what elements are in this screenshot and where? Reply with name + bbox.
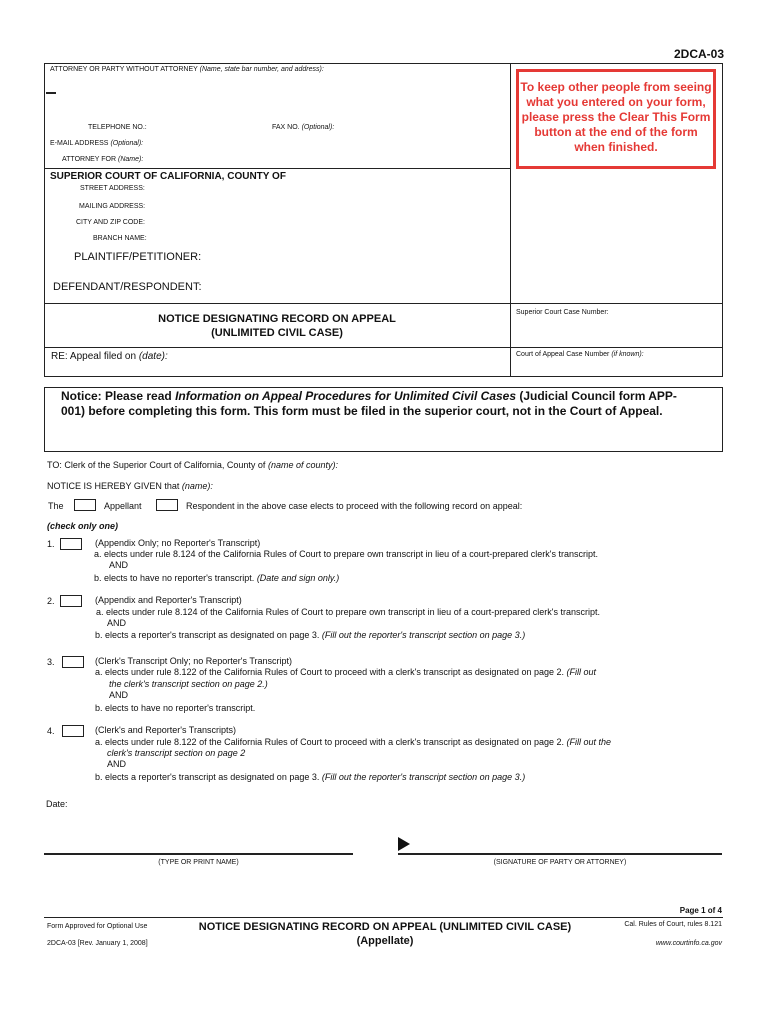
option-3-a: a. elects under rule 8.122 of the California Rules of Court to proceed with a clerk's transcript as designated on page 2. (Fill out bbox=[95, 667, 597, 677]
option-1-b: b. elects to have no reporter's transcript. (Date and sign only.) bbox=[94, 573, 340, 583]
appellant-checkbox[interactable] bbox=[74, 499, 96, 511]
check-only-one: (check only one) bbox=[47, 521, 119, 531]
option-4-checkbox[interactable] bbox=[62, 725, 84, 737]
option-4-a-cont: clerk's transcript section on page 2 bbox=[107, 748, 246, 758]
option-3-a-cont: the clerk's transcript section on page 2.) bbox=[109, 679, 268, 689]
option-1-and: AND bbox=[109, 560, 129, 570]
option-2-title: (Appendix and Reporter's Transcript) bbox=[95, 595, 242, 605]
option-4-a: a. elects under rule 8.122 of the California Rules of Court to proceed with a clerk's transcript as designated on page 2. (Fill out the bbox=[95, 737, 612, 747]
website-link[interactable]: www.courtinfo.ca.gov bbox=[655, 940, 722, 947]
footer-title-line2: (Appellate) bbox=[356, 935, 414, 947]
option-1-a: a. elects under rule 8.124 of the California Rules of Court to prepare own transcript in lieu of a court-prepared clerk's transcript. bbox=[94, 549, 598, 559]
to-clerk-line: TO: Clerk of the Superior Court of California, County of (name of county): bbox=[47, 460, 338, 470]
attorney-label: ATTORNEY OR PARTY WITHOUT ATTORNEY (Name, state bar number, and address): bbox=[50, 66, 324, 73]
superior-case-number-label: Superior Court Case Number: bbox=[516, 309, 609, 316]
signature-line[interactable] bbox=[398, 853, 722, 855]
respondent-text: Respondent in the above case elects to proceed with the following record on appeal: bbox=[186, 501, 523, 511]
mailing-address-label: MAILING ADDRESS: bbox=[79, 203, 146, 210]
street-address-label: STREET ADDRESS: bbox=[80, 185, 145, 192]
option-2-checkbox[interactable] bbox=[60, 595, 82, 607]
option-3-checkbox[interactable] bbox=[62, 656, 84, 668]
the-label: The bbox=[48, 501, 64, 511]
telephone-label: TELEPHONE NO.: bbox=[88, 124, 147, 131]
footer-title-line1: NOTICE DESIGNATING RECORD ON APPEAL (UNLIMITED CIVIL CASE) bbox=[198, 921, 572, 933]
rules-citation: Cal. Rules of Court, rules 8.121 bbox=[624, 921, 722, 928]
form-title-line1: NOTICE DESIGNATING RECORD ON APPEAL bbox=[158, 313, 396, 325]
date-label: Date: bbox=[46, 799, 68, 809]
signature-arrow-icon bbox=[398, 837, 410, 851]
notice-text: Notice: Please read Information on Appeal Procedures for Unlimited Civil Cases (Judicial Council form APP-001) before completing this form. This form must be filed in the superior court, not in the Court of Appeal. bbox=[61, 389, 677, 418]
option-1-title: (Appendix Only; no Reporter's Transcript) bbox=[95, 538, 261, 548]
type-print-name-label: (TYPE OR PRINT NAME) bbox=[158, 859, 239, 866]
option-2-b: b. elects a reporter's transcript as designated on page 3. (Fill out the reporter's transcript section on page 3.) bbox=[95, 630, 526, 640]
option-4-number: 4. bbox=[47, 726, 55, 736]
option-3-and: AND bbox=[109, 690, 129, 700]
attorney-input-marker[interactable] bbox=[46, 92, 56, 94]
form-approved: Form Approved for Optional Use bbox=[47, 923, 148, 930]
option-3-b: b. elects to have no reporter's transcript. bbox=[95, 703, 256, 713]
option-1-checkbox[interactable] bbox=[60, 538, 82, 550]
plaintiff-label: PLAINTIFF/PETITIONER: bbox=[74, 251, 202, 263]
option-2-number: 2. bbox=[47, 596, 55, 606]
appeal-case-number-label: Court of Appeal Case Number (if known): bbox=[516, 351, 644, 358]
caption-divider bbox=[510, 63, 511, 377]
name-line[interactable] bbox=[44, 853, 353, 855]
option-4-b: b. elects a reporter's transcript as designated on page 3. (Fill out the reporter's transcript section on page 3.) bbox=[95, 772, 526, 782]
option-4-title: (Clerk's and Reporter's Transcripts) bbox=[95, 725, 236, 735]
form-title-line2: (UNLIMITED CIVIL CASE) bbox=[211, 327, 343, 339]
email-label: E-MAIL ADDRESS (Optional): bbox=[50, 140, 144, 147]
city-zip-label: CITY AND ZIP CODE: bbox=[76, 219, 145, 226]
attorney-for-label: ATTORNEY FOR (Name): bbox=[62, 156, 144, 163]
appellant-label: Appellant bbox=[104, 501, 142, 511]
defendant-label: DEFENDANT/RESPONDENT: bbox=[53, 281, 202, 293]
option-4-and: AND bbox=[107, 759, 127, 769]
option-3-title: (Clerk's Transcript Only; no Reporter's Transcript) bbox=[95, 656, 292, 666]
page-number: Page 1 of 4 bbox=[679, 906, 722, 915]
form-id: 2DCA-03 bbox=[673, 47, 724, 61]
branch-name-label: BRANCH NAME: bbox=[93, 235, 147, 242]
signature-label: (SIGNATURE OF PARTY OR ATTORNEY) bbox=[493, 859, 627, 866]
form-revision: 2DCA-03 [Rev. January 1, 2008] bbox=[47, 940, 148, 947]
notice-given-line: NOTICE IS HEREBY GIVEN that (name): bbox=[47, 481, 213, 491]
clear-form-notice: To keep other people from seeing what you entered on your form, please press the Clear This Form button at the end of the form when finished. bbox=[516, 69, 716, 169]
re-appeal-label: RE: Appeal filed on (date): bbox=[51, 351, 168, 362]
option-2-a: a. elects under rule 8.124 of the California Rules of Court to prepare own transcript in lieu of a court-prepared clerk's transcript. bbox=[96, 607, 600, 617]
option-1-number: 1. bbox=[47, 539, 55, 549]
respondent-checkbox[interactable] bbox=[156, 499, 178, 511]
court-title: SUPERIOR COURT OF CALIFORNIA, COUNTY OF bbox=[50, 171, 286, 182]
option-2-and: AND bbox=[107, 618, 127, 628]
option-3-number: 3. bbox=[47, 657, 55, 667]
fax-label: FAX NO. (Optional): bbox=[272, 124, 335, 131]
